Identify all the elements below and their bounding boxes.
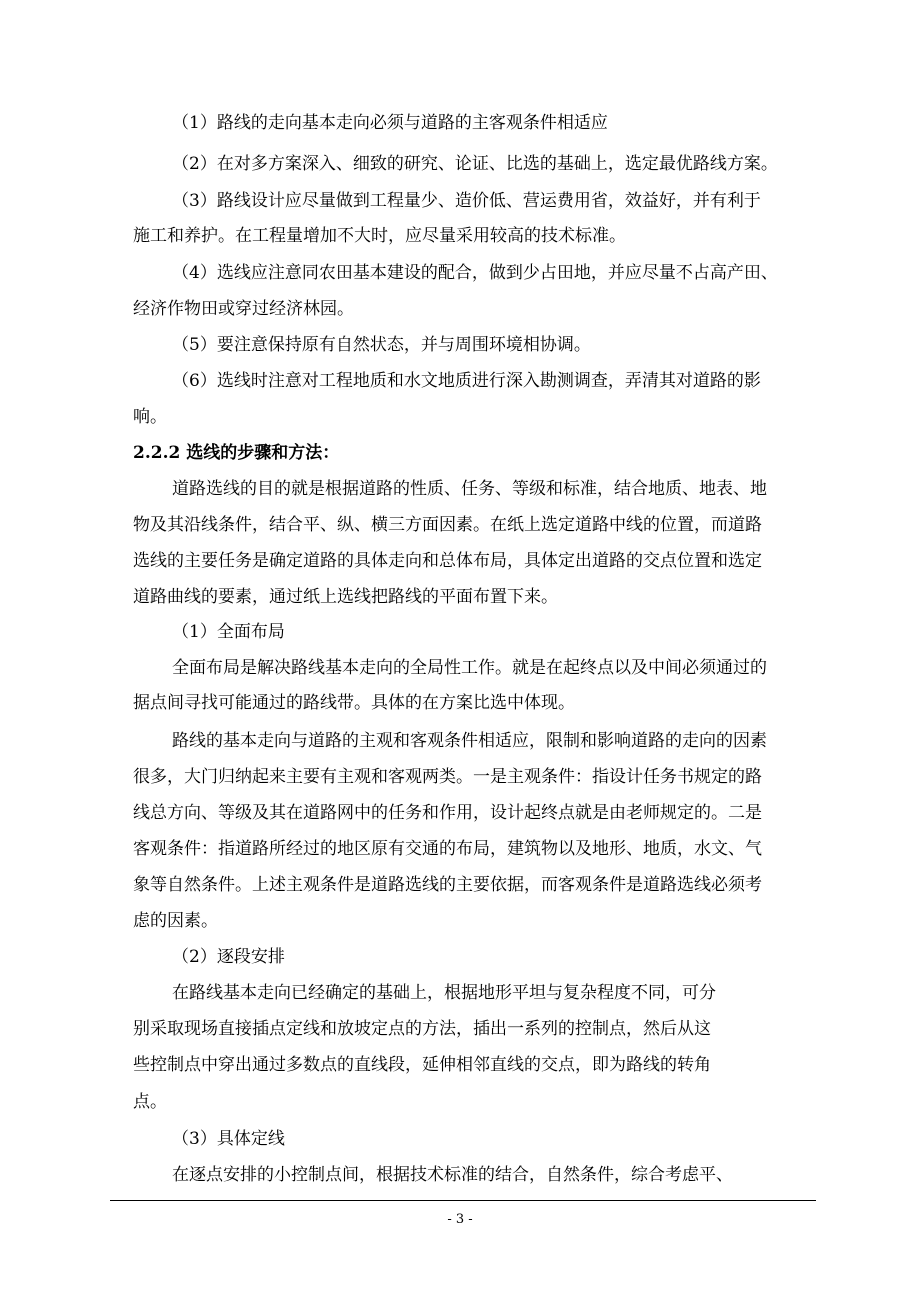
text-line: 路线的基本走向与道路的主观和客观条件相适应，限制和影响道路的走向的因素: [172, 731, 767, 751]
subheading: （2）逐段安排: [172, 947, 285, 967]
text-line: 响。: [133, 407, 167, 427]
text-line: 道路曲线的要素，通过纸上选线把路线的平面布置下来。: [133, 587, 558, 607]
text-line: 虑的因素。: [133, 911, 218, 931]
text-line: 物及其沿线条件，结合平、纵、横三方面因素。在纸上选定道路中线的位置，而道路: [133, 515, 762, 535]
text-line: （6）选线时注意对工程地质和水文地质进行深入勘测调查，弄清其对道路的影: [172, 371, 761, 391]
text-line: 经济作物田或穿过经济林园。: [133, 299, 354, 319]
text-line: 别采取现场直接插点定线和放坡定点的方法，插出一系列的控制点，然后从这: [133, 1019, 711, 1039]
footer-rule: [110, 1200, 816, 1201]
text-line: 全面布局是解决路线基本走向的全局性工作。就是在起终点以及中间必须通过的: [172, 658, 767, 678]
text-line: （3）路线设计应尽量做到工程量少、造价低、营运费用省，效益好，并有利于: [172, 191, 761, 211]
text-line: 象等自然条件。上述主观条件是道路选线的主要依据，而客观条件是道路选线必须考: [133, 875, 762, 895]
text-line: 在逐点安排的小控制点间，根据技术标准的结合，自然条件，综合考虑平、: [172, 1165, 733, 1185]
text-line: 很多，大门归纳起来主要有主观和客观两类。一是主观条件：指设计任务书规定的路: [133, 767, 762, 787]
text-line: 些控制点中穿出通过多数点的直线段，延伸相邻直线的交点，即为路线的转角: [133, 1055, 711, 1075]
text-line: （1）路线的走向基本走向必须与道路的主客观条件相适应: [172, 113, 608, 133]
page-number: - 3 -: [447, 1212, 473, 1227]
text-line: （5）要注意保持原有自然状态，并与周围环境相协调。: [172, 335, 591, 355]
text-line: 客观条件：指道路所经过的地区原有交通的布局，建筑物以及地形、地质，水文、气: [133, 839, 762, 859]
text-line: （4）选线应注意同农田基本建设的配合，做到少占田地，并应尽量不占高产田、: [172, 263, 778, 283]
subheading: （3）具体定线: [172, 1129, 285, 1149]
text-line: 线总方向、等级及其在道路网中的任务和作用，设计起终点就是由老师规定的。二是: [133, 803, 762, 823]
text-line: 施工和养护。在工程量增加不大时，应尽量采用较高的技术标准。: [133, 226, 626, 246]
text-line: 选线的主要任务是确定道路的具体走向和总体布局，具体定出道路的交点位置和选定: [133, 551, 762, 571]
text-line: 道路选线的目的就是根据道路的性质、任务、等级和标准，结合地质、地表、地: [172, 479, 767, 499]
text-line: 据点间寻找可能通过的路线带。具体的在方案比选中体现。: [133, 693, 575, 713]
subheading: （1）全面布局: [172, 622, 285, 642]
text-line: 点。: [133, 1092, 167, 1112]
text-line: 在路线基本走向已经确定的基础上，根据地形平坦与复杂程度不同，可分: [172, 983, 716, 1003]
section-heading: 2.2.2 选线的步骤和方法：: [133, 443, 340, 463]
text-line: （2）在对多方案深入、细致的研究、论证、比选的基础上，选定最优路线方案。: [172, 154, 778, 174]
